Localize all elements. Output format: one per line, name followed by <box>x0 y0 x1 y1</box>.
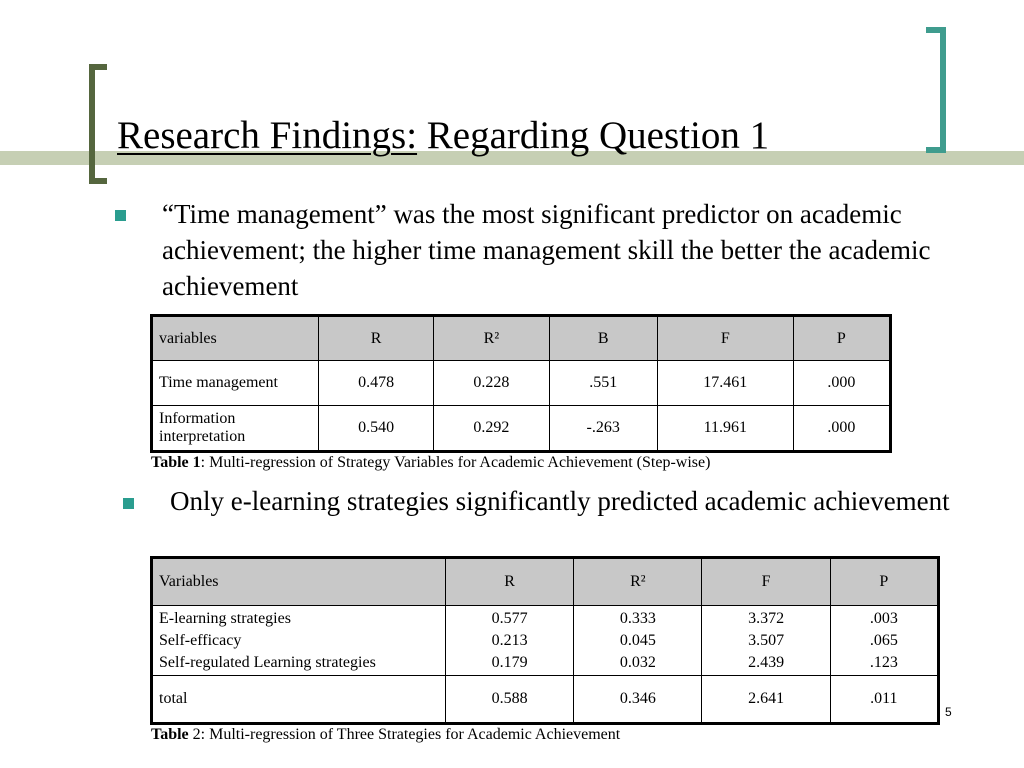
table-cell: .000 <box>793 406 890 452</box>
cell-line: .065 <box>869 631 898 649</box>
table-row <box>152 406 891 452</box>
bullet-text-2: Only e-learning strategies significantly predicted academic achievement <box>170 486 950 516</box>
table-cell: 0.292 <box>434 406 549 452</box>
cell-line: Self-efficacy <box>159 631 242 649</box>
table-cell: 0.540 <box>319 406 434 452</box>
table-header-cell: R <box>446 558 574 606</box>
caption-text: : Multi-regression of Strategy Variables for Academic Achievement (Step-wise) <box>200 454 711 471</box>
cell-line: 0.179 <box>491 653 528 671</box>
cell-line: E-learning strategies <box>159 609 291 627</box>
table-row <box>152 361 891 406</box>
table-row <box>152 606 939 676</box>
table-header-cell: R² <box>574 558 702 606</box>
table-header-cell: F <box>657 316 793 361</box>
table-header-cell: P <box>793 316 890 361</box>
table-header-cell: variables <box>152 316 319 361</box>
table-cell: 0.228 <box>434 361 549 406</box>
table-cell: Time management <box>152 361 319 406</box>
table-cell: .551 <box>549 361 657 406</box>
table-cell: 2.641 <box>702 676 830 724</box>
right-bracket-decoration <box>926 27 946 153</box>
table-cell: -.263 <box>549 406 657 452</box>
cell-line: .003 <box>869 609 898 627</box>
table-header-cell: F <box>702 558 830 606</box>
cell-line: .123 <box>869 653 898 671</box>
table-header-cell: B <box>549 316 657 361</box>
title-rest-part: Regarding Question 1 <box>426 114 770 157</box>
caption-label: Table 1 <box>151 454 201 471</box>
table-2-caption <box>151 726 620 744</box>
table-2 <box>150 556 940 725</box>
table-total-row <box>152 676 939 724</box>
table-header-cell: P <box>830 558 938 606</box>
table-header-cell: Variables <box>152 558 446 606</box>
cell-line: Self-regulated Learning strategies <box>159 653 376 671</box>
table-cell <box>574 606 702 676</box>
table-cell: 17.461 <box>657 361 793 406</box>
table-cell <box>830 606 938 676</box>
page-number: 5 <box>945 705 952 719</box>
cell-line: 3.507 <box>748 631 785 649</box>
table-cell: .011 <box>830 676 938 724</box>
cell-line: 0.213 <box>491 631 528 649</box>
table-1 <box>150 314 892 453</box>
cell-line: 0.045 <box>619 631 656 649</box>
cell-line: 0.577 <box>491 609 528 627</box>
cell-line: 2.439 <box>748 653 785 671</box>
table-cell <box>702 606 830 676</box>
bullet-text-1: “Time management” was the most significant predictor on academic achievement; the higher time management skill the better the academic achievement <box>162 199 931 301</box>
table-cell: 0.588 <box>446 676 574 724</box>
table-header-row <box>152 316 891 361</box>
table-cell: 0.346 <box>574 676 702 724</box>
title-underlined-part: Research Findings: <box>117 114 418 157</box>
cell-line: 3.372 <box>748 609 785 627</box>
table-cell: 0.478 <box>319 361 434 406</box>
table-header-cell: R² <box>434 316 549 361</box>
table-cell <box>446 606 574 676</box>
table-cell: Information interpretation <box>152 406 319 452</box>
cell-line: 0.333 <box>619 609 656 627</box>
caption-label: Table <box>151 726 189 743</box>
bullet-square-icon <box>123 498 134 509</box>
left-bracket-decoration <box>89 64 107 184</box>
table-cell: 11.961 <box>657 406 793 452</box>
caption-text: 2: Multi-regression of Three Strategies for Academic Achievement <box>188 726 621 743</box>
table-cell: .000 <box>793 361 890 406</box>
table-cell: total <box>152 676 446 724</box>
bullet-square-icon <box>115 210 126 221</box>
slide-title <box>117 112 769 160</box>
table-header-row <box>152 558 939 606</box>
cell-line: 0.032 <box>619 653 656 671</box>
table-header-cell: R <box>319 316 434 361</box>
table-1-caption <box>151 454 710 472</box>
table-cell <box>152 606 446 676</box>
